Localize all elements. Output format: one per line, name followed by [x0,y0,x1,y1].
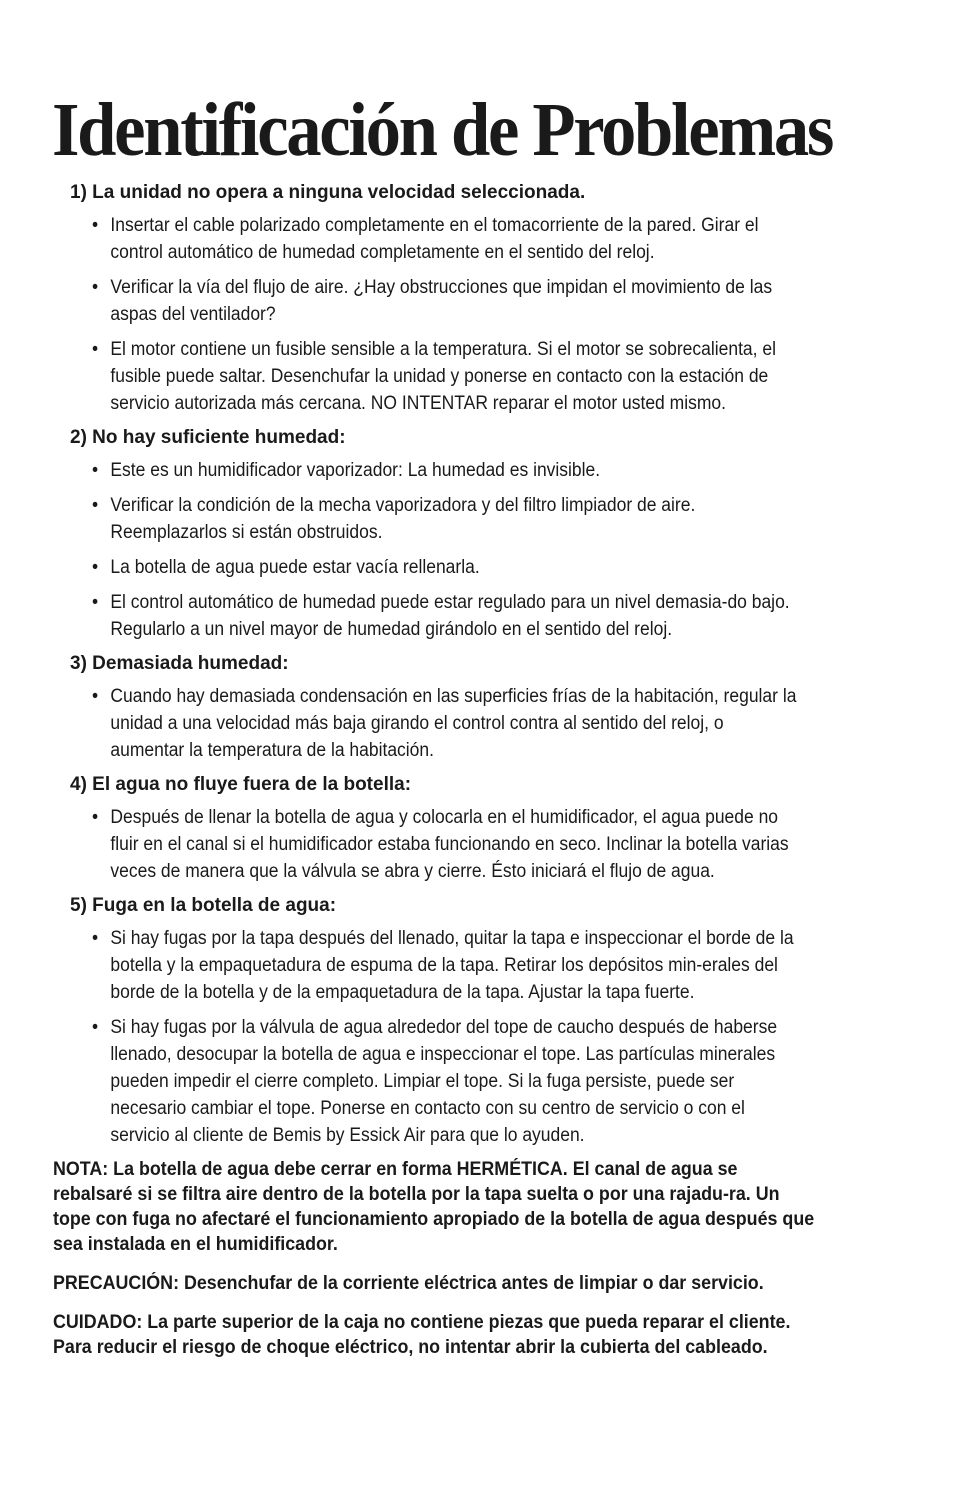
section-heading: 5) Fuga en la botella de agua: [70,895,337,916]
list-item [0,589,800,643]
bullet-icon: • [92,339,99,360]
bullet-icon: • [92,1017,99,1038]
precaucion-paragraph: PRECAUCIÓN: Desenchufar de la corriente eléctrica antes de limpiar o dar servicio. [53,1273,764,1294]
item-text: Verificar la vía del flujo de aire. ¿Hay obstrucciones que impidan el movimiento de las aspas del ventilador? [110,277,773,325]
item-text: El motor contiene un fusible sensible a la temperatura. Si el motor se sobrecalienta, el fusible puede saltar. Desenchufar la unidad y ponerse en contacto con la estación de servicio autorizada más cercana. NO INTENTAR reparar el motor usted mismo. [110,339,776,414]
list-item [0,554,800,581]
section-2 [0,425,954,643]
list-item [0,492,800,546]
section-items [0,212,954,417]
list-item [0,683,800,764]
item-text: Verificar la condición de la mecha vaporizadora y del filtro limpiador de aire. Reemplazarlos si están obstruidos. [110,495,696,543]
bullet-icon: • [92,277,99,298]
item-text: Si hay fugas por la tapa después del llenado, quitar la tapa e inspeccionar el borde de la botella y la empaquetadura de espuma de la tapa. Retirar los depósitos min-erales del borde de la botella y de la empaquetadura de la tapa. Ajustar la tapa fuerte. [110,928,794,1003]
item-text: El control automático de humedad puede estar regulado para un nivel demasia-do bajo. Regularlo a un nivel mayor de humedad girándolo en el sentido del reloj. [110,592,790,640]
section-items [0,683,954,764]
bullet-icon: • [92,807,99,828]
bullet-icon: • [92,215,99,236]
list-item [0,212,800,266]
list-item [0,274,800,328]
section-5 [0,893,954,1149]
section-4 [0,772,954,885]
bullet-icon: • [92,460,99,481]
section-heading: 2) No hay suficiente humedad: [70,427,346,448]
bullet-icon: • [92,557,99,578]
section-1 [0,180,954,417]
item-text: Si hay fugas por la válvula de agua alrededor del tope de caucho después de haberse llenado, desocupar la botella de agua e inspeccionar el tope. Las partículas minerales pueden impedir el cierre completo. Limpiar el tope. Si la fuga persiste, puede ser necesario cambiar el tope. Ponerse en contacto con su centro de servicio o con el servicio al cliente de Bemis by Essick Air para que lo ayuden. [110,1017,778,1146]
item-text: Este es un humidificador vaporizador: La humedad es invisible. [110,460,601,481]
item-text: Insertar el cable polarizado completamente en el tomacorriente de la pared. Girar el control automático de humedad completamente en el sentido del reloj. [110,215,759,263]
section-3 [0,651,954,764]
list-item [0,457,800,484]
section-heading: 4) El agua no fluye fuera de la botella: [70,774,412,795]
list-item [0,804,800,885]
item-text: Cuando hay demasiada condensación en las superficies frías de la habitación, regular la unidad a una velocidad más baja girando el control contra al sentido del reloj, o aumentar la temperatura de la habitación. [110,686,797,761]
section-items [0,457,954,643]
bullet-icon: • [92,928,99,949]
list-item [0,336,800,417]
troubleshooting-content [0,180,954,1374]
list-item [0,1014,800,1149]
section-heading: 3) Demasiada humedad: [70,653,289,674]
list-item [0,925,800,1006]
bullet-icon: • [92,686,99,707]
section-heading: 1) La unidad no opera a ninguna velocidad seleccionada. [70,182,586,203]
section-items [0,804,954,885]
nota-paragraph: NOTA: La botella de agua debe cerrar en forma HERMÉTICA. El canal de agua se rebalsaré si se filtra aire dentro de la botella por la tapa suelta o por una rajadu-ra. Un tope con fuga no afectaré el funcionamiento apropiado de la botella de agua después que sea instalada en el humidificador. [53,1159,815,1255]
cuidado-paragraph: CUIDADO: La parte superior de la caja no contiene piezas que pueda reparar el cliente. Para reducir el riesgo de choque eléctrico, no intentar abrir la cubierta del cableado. [53,1312,791,1358]
bullet-icon: • [92,592,99,613]
item-text: La botella de agua puede estar vacía rellenarla. [110,557,480,578]
page-title: Identificación de Problemas [52,88,833,172]
bullet-icon: • [92,495,99,516]
section-items [0,925,954,1149]
item-text: Después de llenar la botella de agua y colocarla en el humidificador, el agua puede no fluir en el canal si el humidificador estaba funcionando en seco. Inclinar la botella varias veces de manera que la válvula se abra y cierre. Ésto iniciará el flujo de agua. [110,807,789,882]
